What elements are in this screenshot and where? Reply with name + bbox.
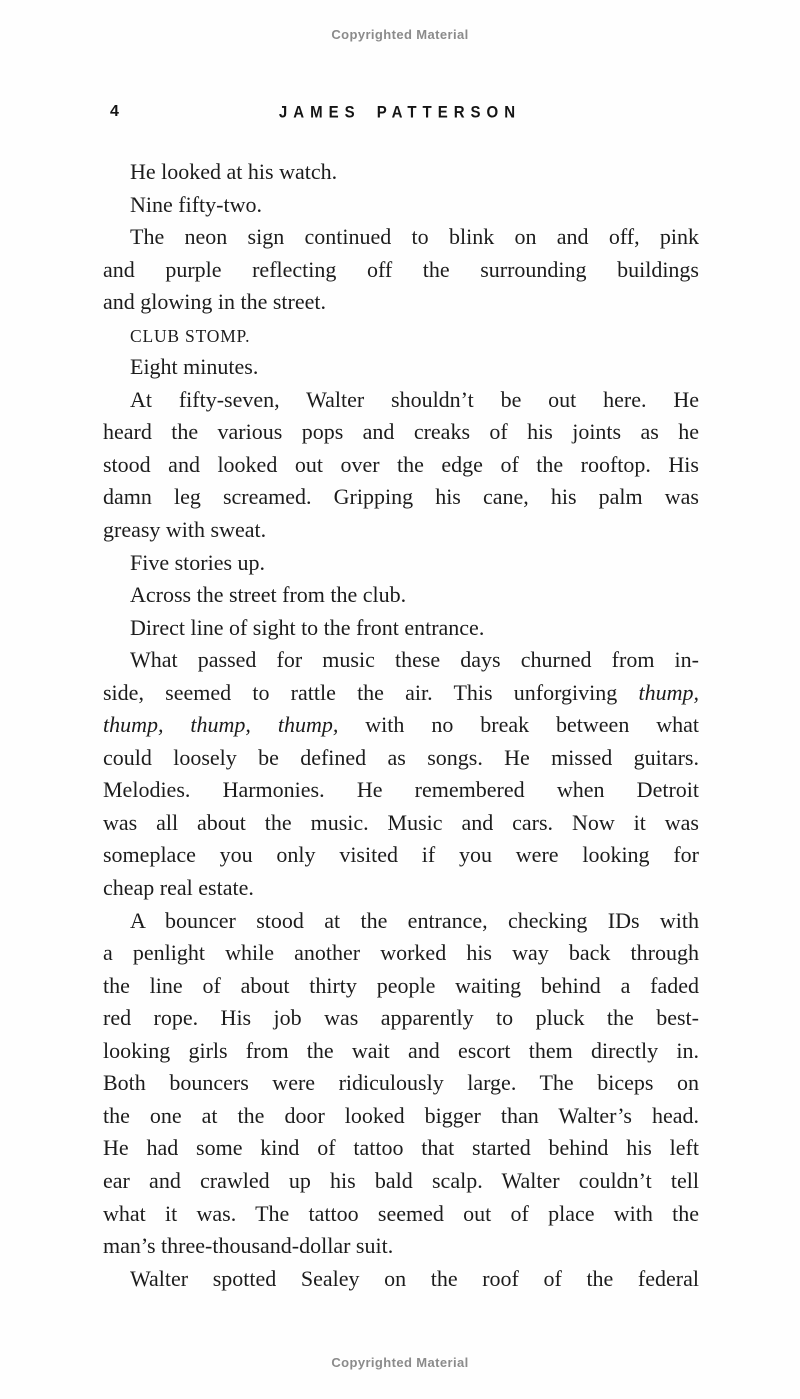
paragraph [103,579,699,612]
italic-text-run: thump, [638,679,699,705]
text-line [103,839,699,872]
text-line [103,579,699,612]
paragraph [103,547,699,580]
text-run: Nine fifty-two. [130,191,262,217]
text-line [103,1198,699,1231]
text-line [103,416,699,449]
italic-text-run: thump, thump, thump, [103,712,339,738]
text-line [103,612,699,645]
text-line [103,384,699,417]
text-line [103,905,699,938]
paragraph [103,644,699,904]
text-line [103,1035,699,1068]
paragraph [103,351,699,384]
text-run: Direct line of sight to the front entrance. [130,614,485,640]
text-line [103,937,699,970]
page-text [103,156,699,1295]
text-run: and purple reflecting off the surrounding buildings [103,256,699,282]
text-run: red rope. His job was apparently to pluck the best- [103,1005,699,1031]
paragraph [103,905,699,1263]
paragraph [103,189,699,222]
text-run: greasy with sweat. [103,517,267,543]
text-run: was all about the music. Music and cars. Now it was [103,809,699,835]
text-line [103,1165,699,1198]
copyright-notice-top: Copyrighted Material [331,27,469,42]
text-line [103,644,699,677]
text-line [103,709,699,742]
text-run: with no break between what [338,712,699,738]
text-run: looking girls from the wait and escort them directly in. [103,1037,699,1063]
page-header [0,103,800,123]
text-line [103,872,699,905]
text-line [103,481,699,514]
text-line [103,677,699,710]
text-line [103,189,699,222]
text-run: and glowing in the street. [103,289,327,315]
text-run: someplace you only visited if you were looking for [103,842,699,868]
paragraph [103,612,699,645]
text-line [103,547,699,580]
text-line [103,1100,699,1133]
paragraph [103,1263,699,1296]
text-run: the one at the door looked bigger than Walter’s head. [103,1102,699,1128]
text-run: Five stories up. [130,549,266,575]
text-run: could loosely be defined as songs. He missed guitars. [103,744,699,770]
text-run: Eight minutes. [130,354,259,380]
text-run: Walter spotted Sealey on the roof of the federal [130,1265,699,1291]
text-run: Melodies. Harmonies. He remembered when Detroit [103,777,699,803]
paragraph [103,221,699,319]
text-line [103,1132,699,1165]
text-run: ear and crawled up his bald scalp. Walter couldn’t tell [103,1167,699,1193]
paragraph [103,384,699,547]
paragraph [103,319,699,352]
text-run: a penlight while another worked his way back through [103,940,699,966]
text-line [103,449,699,482]
text-line [103,351,699,384]
text-run: At fifty-seven, Walter shouldn’t be out here. He [130,386,699,412]
text-line [103,221,699,254]
text-run: stood and looked out over the edge of the rooftop. His [103,451,699,477]
text-run: He had some kind of tattoo that started behind his left [103,1135,699,1161]
text-run: what it was. The tattoo seemed out of place with the [103,1200,699,1226]
text-run: side, seemed to rattle the air. This unforgiving [103,679,639,705]
text-run: the line of about thirty people waiting behind a faded [103,972,699,998]
text-run: cheap real estate. [103,875,254,901]
text-run: A bouncer stood at the entrance, checking IDs with [130,907,699,933]
running-header: JAMES PATTERSON [278,102,522,123]
text-run: Across the street from the club. [130,582,407,608]
copyright-notice-bottom: Copyrighted Material [331,1355,469,1370]
text-line [103,1230,699,1263]
text-line [103,156,699,189]
text-run: What passed for music these days churned from in- [130,647,699,673]
text-line [103,254,699,287]
text-run: He looked at his watch. [130,159,338,184]
text-line [103,1002,699,1035]
text-run: man’s three-thousand-dollar suit. [103,1233,394,1259]
text-line [103,742,699,775]
text-run: heard the various pops and creaks of his joints as he [103,419,699,445]
page-number: 4 [110,103,119,120]
text-line [103,774,699,807]
text-run: Both bouncers were ridiculously large. The biceps on [103,1070,699,1096]
text-line [103,1067,699,1100]
smallcaps-text-run: CLUB STOMP. [130,325,251,346]
text-run: The neon sign continued to blink on and off, pink [130,224,699,250]
text-line [103,1263,699,1296]
text-line [103,970,699,1003]
text-run: damn leg screamed. Gripping his cane, his palm was [103,484,699,510]
text-line [103,319,699,352]
text-line [103,514,699,547]
paragraph [103,156,699,189]
text-line [103,286,699,319]
text-line [103,807,699,840]
